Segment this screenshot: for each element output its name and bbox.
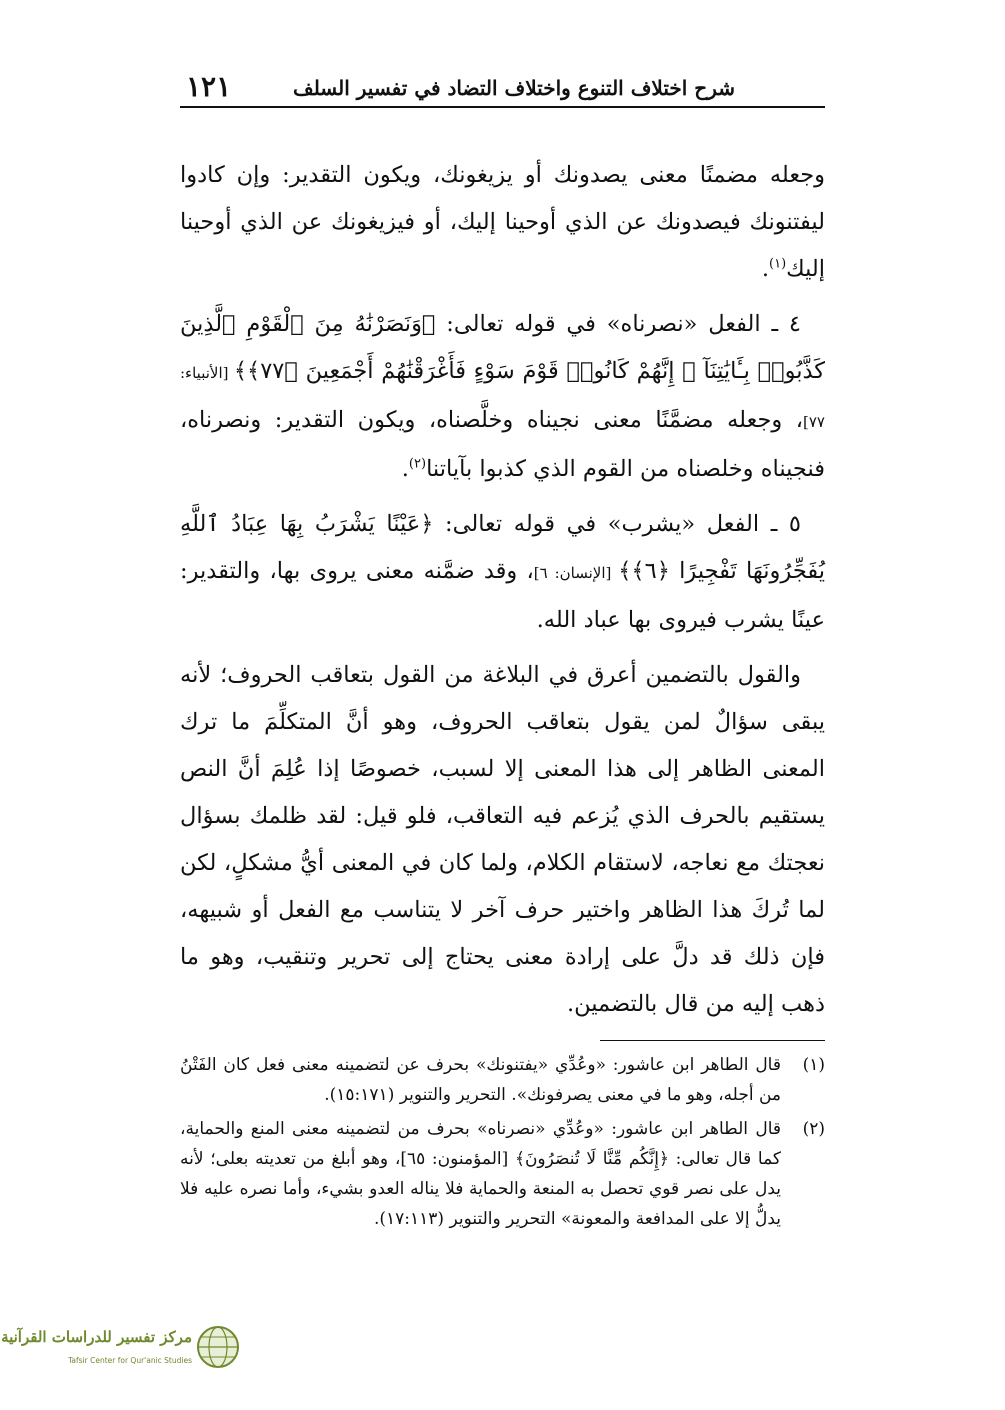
quran-verse-insan: ﴿عَيْنًا يَشْرَبُ بِهَا عِبَادُ ٱللَّهِ يُفَجِّرُونَهَا تَفْجِيرًا ﴿٦﴾﴾ — [180, 511, 825, 584]
header-rule — [180, 106, 825, 108]
footnote-text: قال الطاهر ابن عاشور: «وعُدِّي «نصرناه» بحرف من لتضمينه معنى المنع والحماية، كما قال تعالى: ﴿إِنَّكُم مِّنَّا لَا تُنصَرُونَ﴾ [المؤمنون: ٦٥]، وهو أبلغ من تعديته بعلى؛ لأنه يدل على نصر قوي تحصل به المنعة والحماية فلا يناله العدو بشيء، وأما نصره عليه فلا يدلُّ إلا على المدافعة والمعونة» التحرير والتنوير (١٧:١١٣). — [180, 1119, 781, 1229]
footnote-number: (٢) — [802, 1119, 825, 1139]
paragraph-4: والقول بالتضمين أعرق في البلاغة من القول بتعاقب الحروف؛ لأنه يبقى سؤالٌ لمن يقول بتعاقب الحروف، وهو أنَّ المتكلِّمَ ما ترك المعنى الظاهر إلى هذا المعنى إلا لسبب، خصوصًا إذا عُلِمَ أنَّ النص يستقيم بالحرف الذي يُزعم فيه التعاقب، فلو قيل: لقد ظلمك بسؤال نعجتك مع نعاجه، لاستقام الكلام، ولما كان في المعنى أيُّ مشكلٍ، لكن لما تُركَ هذا الظاهر واختير حرف آخر لا يتناسب مع الفعل أو شبيهه، فإن ذلك قد دلَّ على إرادة معنى يحتاج إلى تحرير وتنقيب، وهو ما ذهب إليه من قال بالتضمين. — [180, 662, 825, 1017]
logo-english-text: Tafsir Center for Qur'anic Studies — [68, 1356, 192, 1365]
globe-emblem-icon — [195, 1324, 241, 1370]
footnote-ref-1: (١) — [769, 256, 787, 272]
paragraph-2-lead: ٤ ـ الفعل «نصرناه» في قوله تعالى: — [435, 311, 801, 337]
body-text — [180, 152, 825, 1036]
footnote-1 — [180, 1050, 825, 1110]
paragraph-1 — [180, 152, 825, 293]
footnote-separator — [600, 1040, 825, 1041]
paragraph-1-text: وجعله مضمنًا معنى يصدونك أو يزيغونك، ويكون التقدير: وإن كادوا ليفتنونك فيصدونك عن الذي أوحينا إليك، أو فيزيغونك عن الذي أوحينا إليك — [180, 162, 825, 282]
footnote-2 — [180, 1114, 825, 1234]
footnotes — [180, 1050, 825, 1238]
running-title: شرح اختلاف التنوع واختلاف التضاد في تفسير السلف — [292, 76, 735, 100]
verse-reference-anbiya: [الأنبياء: ٧٧] — [180, 364, 825, 431]
paragraph-2 — [180, 301, 825, 493]
quran-verse-anbiya: ﴿وَنَصَرْنَٰهُ مِنَ ٱلْقَوْمِ ٱلَّذِينَ كَذَّبُوا۟ بِـَٔايَٰتِنَآ ۚ إِنَّهُمْ كَانُوا۟ قَوْمَ سَوْءٍ فَأَغْرَقْنَٰهُمْ أَجْمَعِينَ ﴿٧٧﴾﴾ — [180, 311, 826, 384]
paragraph-1-end: . — [761, 256, 769, 282]
logo-arabic-text: مركز تفسير للدراسات القرآنية — [1, 1328, 192, 1346]
paragraph-3 — [180, 501, 825, 644]
page-number: ١٢١ — [186, 70, 232, 103]
verse-reference-insan: [الإنسان: ٦] — [533, 564, 619, 582]
page-header — [180, 60, 825, 108]
paragraph-2-text: ، وجعله مضمَّنًا معنى نجيناه وخلَّصناه، ويكون التقدير: ونصرناه، فنجيناه وخلصناه من القوم الذي كذبوا بآياتنا — [180, 407, 825, 482]
footnote-text: قال الطاهر ابن عاشور: «وعُدِّي «يفتنونك» بحرف عن لتضمينه معنى فعل كان الفَتْنُ من أجله، وهو ما في معنى يصرفونك». التحرير والتنوير (١٥:١٧١). — [180, 1055, 781, 1105]
paragraph-3-text: ، وقد ضمَّنه معنى يروى بها، والتقدير: عينًا يشرب فيروى بها عباد الله. — [180, 558, 825, 633]
paragraph-3-lead: ٥ ـ الفعل «يشرب» في قوله تعالى: — [433, 511, 801, 537]
tafsir-center-logo — [0, 1322, 245, 1382]
footnote-number: (١) — [802, 1055, 825, 1075]
footnote-ref-2: (٢) — [408, 456, 427, 472]
paragraph-2-end: . — [401, 456, 409, 482]
